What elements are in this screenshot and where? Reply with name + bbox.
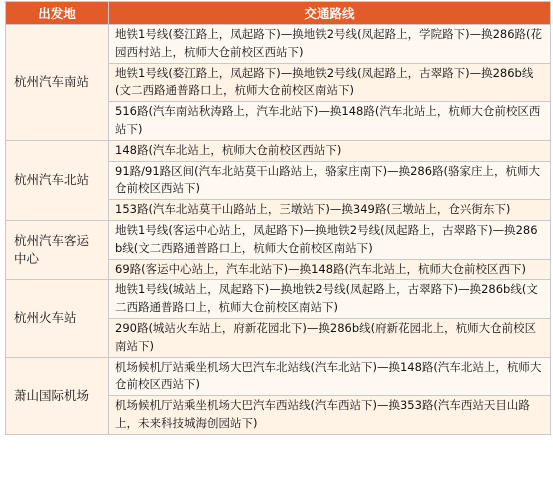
table-header-row bbox=[6, 2, 551, 25]
origin-cell: 萧山国际机场 bbox=[6, 357, 109, 434]
origin-cell: 杭州汽车北站 bbox=[6, 140, 109, 220]
table-row bbox=[6, 220, 551, 259]
table-row bbox=[6, 357, 551, 396]
route-cell: 地铁1号线(婺江路上，凤起路下)—换地铁2号线(凤起路上，学院路下)—换286路(花园西村站上，杭师大仓前校区西站下) bbox=[109, 25, 551, 64]
header-origin: 出发地 bbox=[6, 2, 109, 25]
route-cell: 69路(客运中心站上，汽车北站下)—换148路(汽车北站上，杭师大仓前校区西下) bbox=[109, 259, 551, 280]
origin-cell: 杭州汽车南站 bbox=[6, 25, 109, 141]
route-cell: 153路(汽车北站莫干山路站上，三墩站下)—换349路(三墩站上，仓兴街东下) bbox=[109, 200, 551, 221]
origin-cell: 杭州火车站 bbox=[6, 280, 109, 357]
route-cell: 91路/91路区间(汽车北站莫干山路站上，骆家庄南下)—换286路(骆家庄上，杭师大仓前校区西站下) bbox=[109, 161, 551, 200]
table-row bbox=[6, 280, 551, 319]
route-cell: 机场候机厅站乘坐机场大巴汽车西站线(汽车西站下)—换353路(汽车西站天目山路上，未来科技城海创园站下) bbox=[109, 396, 551, 435]
header-route: 交通路线 bbox=[109, 2, 551, 25]
route-cell: 地铁1号线(客运中心站上，凤起路下)—换地铁2号线(凤起路上，古翠路下)—换286 b线(文二西路通普路口上，杭师大仓前校区南站下) bbox=[109, 220, 551, 259]
route-cell: 516路(汽车南站秋涛路上，汽车北站下)—换148路(汽车北站上，杭师大仓前校区西站下) bbox=[109, 102, 551, 141]
route-cell: 机场候机厅站乘坐机场大巴汽车北站线(汽车北站下)—换148路(汽车北站上，杭师大仓前校区西站下) bbox=[109, 357, 551, 396]
route-cell: 地铁1号线(婺江路上，凤起路下)—换地铁2号线(凤起路上，古翠路下)—换286b线(文二西路通普路口上，杭师大仓前校区南站下) bbox=[109, 63, 551, 102]
origin-cell: 杭州汽车客运中心 bbox=[6, 220, 109, 279]
table-row bbox=[6, 25, 551, 64]
route-cell: 地铁1号线(城站上，凤起路下)—换地铁2号线(凤起路上，古翠路下)—换286b线(文二西路通普路口上，杭师大仓前校区南站下) bbox=[109, 280, 551, 319]
route-cell: 290路(城站火车站上，府新花园北下)—换286b线(府新花园北上，杭师大仓前校区南站下) bbox=[109, 318, 551, 357]
transport-route-table bbox=[5, 1, 551, 435]
route-cell: 148路(汽车北站上，杭师大仓前校区西站下) bbox=[109, 140, 551, 161]
table-row bbox=[6, 140, 551, 161]
